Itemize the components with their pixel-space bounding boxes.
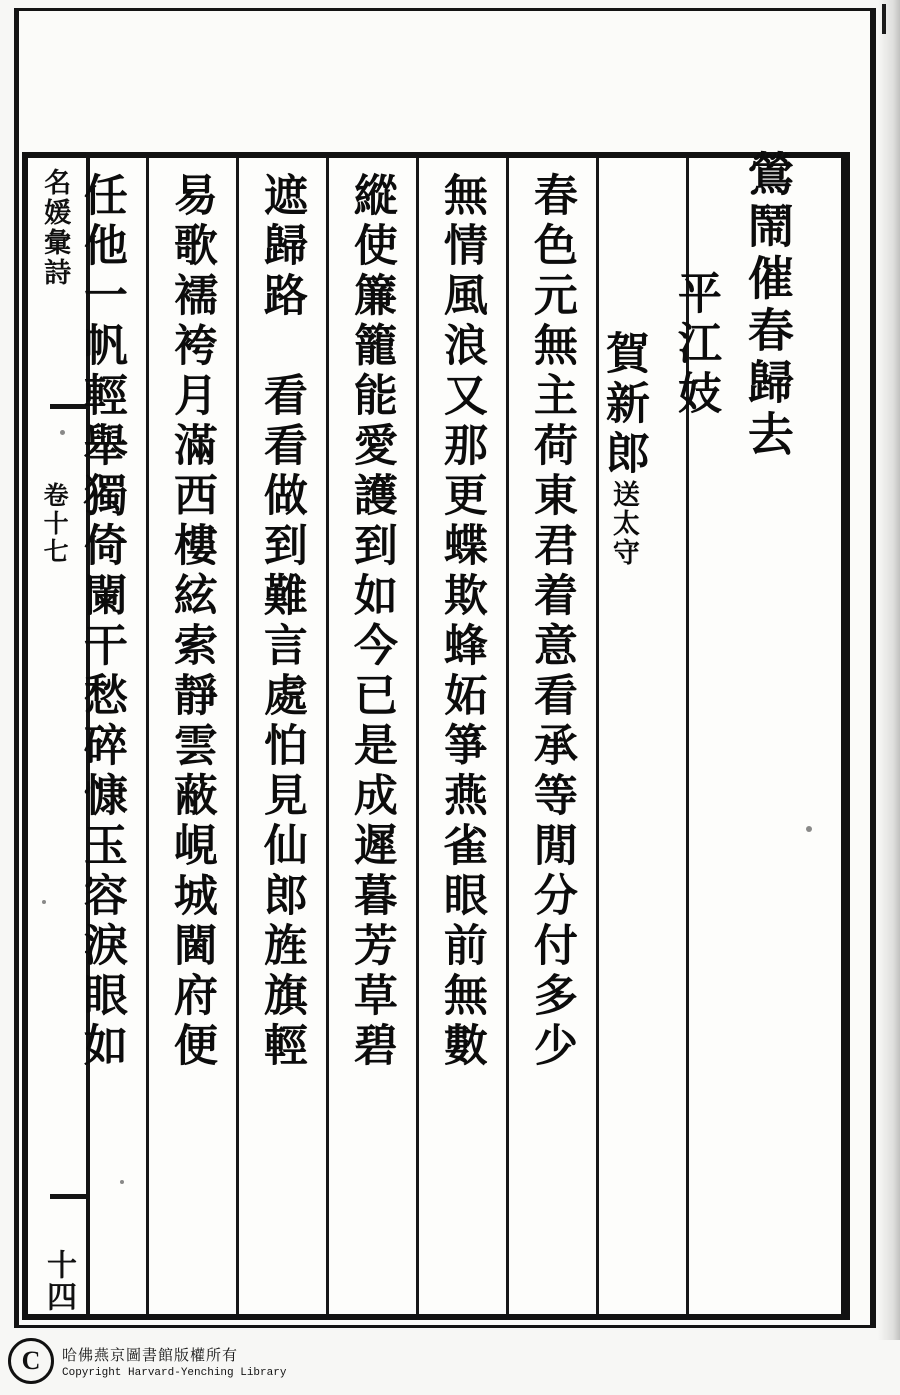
folio-number: 十四	[41, 1249, 76, 1313]
column-rule	[416, 158, 419, 1314]
stamp-chinese-text: 哈佛燕京圖書館版權所有	[62, 1345, 239, 1364]
stamp-english-text: Copyright Harvard-Yenching Library	[62, 1366, 287, 1379]
binding-shadow	[878, 0, 900, 1340]
column-rule	[506, 158, 509, 1314]
cipai-label: 賀新郎	[597, 330, 649, 480]
scan-speck	[42, 900, 46, 904]
column-rule	[146, 158, 149, 1314]
scan-speck	[60, 430, 65, 435]
copyright-icon: C	[8, 1338, 54, 1384]
cipai-name	[597, 330, 649, 567]
poem-line-2: 無情風浪又那更蝶欺蜂妬箏燕雀眼前無數	[435, 172, 487, 1072]
poem-line-5: 易歌襦袴月滿西樓絃索靜雲蔽峴城閫府便	[165, 172, 217, 1072]
scan-speck	[806, 826, 812, 832]
scan-artifact-mark	[882, 4, 886, 34]
column-rule	[236, 158, 239, 1314]
poem-line-3: 縱使簾籠能愛護到如今已是成遲暮芳草碧	[345, 172, 397, 1072]
poem-line-4: 遮歸路 看看做到難言處怕見仙郎旌旗輕	[255, 172, 307, 1072]
poem-heading: 鶯鬧催春歸去	[740, 150, 795, 462]
author-name: 平江妓	[669, 270, 721, 420]
scan-speck	[120, 1180, 124, 1184]
library-copyright-stamp	[8, 1333, 308, 1389]
banxin-fishtail-mark-bottom	[50, 1194, 90, 1199]
volume-number: 卷十七	[40, 482, 70, 566]
poem-line-1: 春色元無主荷東君着意看承等閒分付多少	[525, 172, 577, 1072]
book-title: 名媛彙詩	[39, 168, 71, 288]
cipai-note: 送太守	[607, 480, 639, 567]
poem-line-6: 任他一帆輕舉獨倚闌干愁碎慷玉容淚眼如	[75, 172, 127, 1072]
column-rule	[326, 158, 329, 1314]
